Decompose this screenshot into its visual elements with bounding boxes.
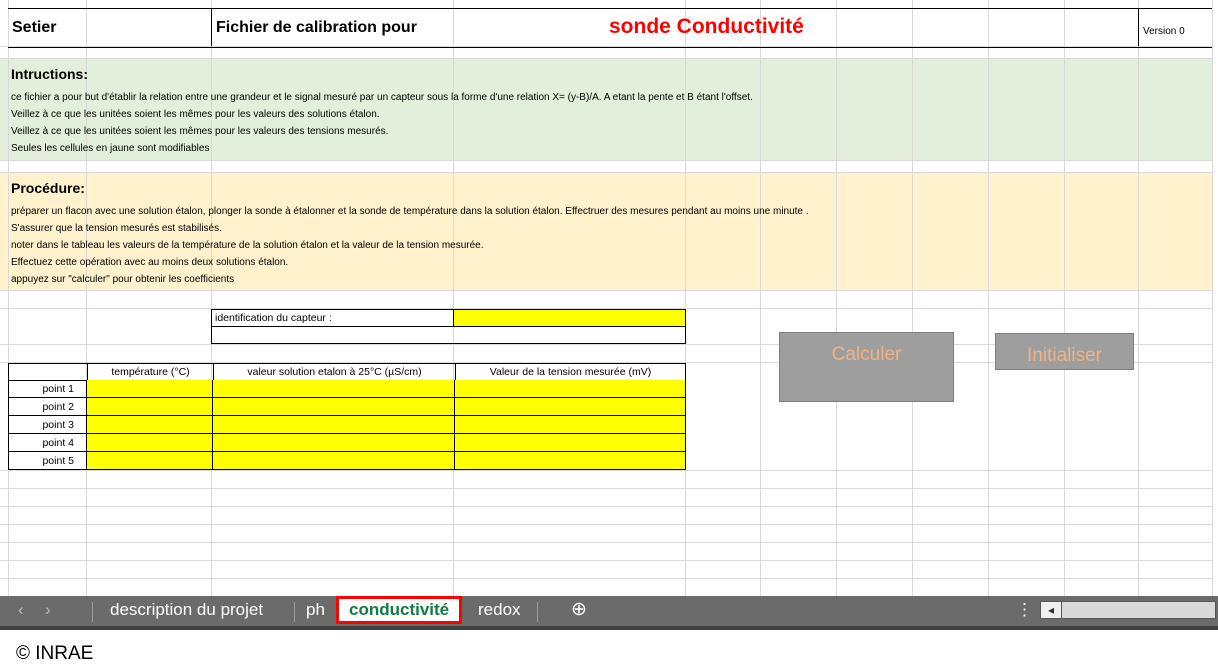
procedure-line[interactable]: préparer un flacon avec une solution étalon, plonger la sonde à étalonner et la sonde de température dans la solution étalon. Effectruer des mesures pendant au moins une minute . bbox=[11, 206, 809, 217]
instructions-line[interactable]: Veillez à ce que les unitées soient les mêmes pour les valeurs des tensions mesurés. bbox=[11, 126, 389, 137]
table-header-standard[interactable] bbox=[213, 364, 455, 380]
table-header bbox=[8, 363, 686, 381]
tab-ph[interactable]: ph bbox=[306, 600, 325, 619]
table-header-temperature-text: température (°C) bbox=[111, 366, 190, 378]
add-sheet-icon[interactable]: ⊕ bbox=[571, 599, 587, 620]
row-label[interactable] bbox=[8, 380, 87, 398]
table-header-standard-text: valeur solution etalon à 25°C (µS/cm) bbox=[247, 366, 422, 378]
voltage-input[interactable] bbox=[454, 380, 686, 398]
table-row bbox=[8, 452, 686, 470]
sensor-id-input[interactable] bbox=[453, 309, 686, 327]
tab-separator bbox=[537, 602, 538, 622]
grid-row-line bbox=[0, 470, 1212, 471]
grid-column-line bbox=[1212, 0, 1213, 596]
instructions-line[interactable]: Veillez à ce que les unitées soient les mêmes pour les valeurs des solutions étalon. bbox=[11, 109, 380, 120]
grid-row-line bbox=[0, 542, 1212, 543]
table-header-temperature[interactable] bbox=[87, 364, 213, 380]
table-header-blank[interactable] bbox=[9, 364, 87, 380]
row-label-text: point 1 bbox=[42, 382, 74, 395]
row-label-text: point 3 bbox=[42, 418, 74, 431]
temperature-input[interactable] bbox=[86, 380, 213, 398]
grid-row-line bbox=[0, 560, 1212, 561]
copyright-footer: © INRAE bbox=[16, 643, 94, 664]
grid-row-line bbox=[0, 58, 1212, 59]
procedure-heading: Procédure: bbox=[11, 180, 85, 196]
initialiser-button[interactable] bbox=[995, 333, 1134, 370]
voltage-input[interactable] bbox=[454, 434, 686, 452]
temperature-input[interactable] bbox=[86, 434, 213, 452]
tab-scroll-next-icon[interactable]: › bbox=[45, 600, 51, 619]
voltage-input[interactable] bbox=[454, 452, 686, 470]
header-border bbox=[8, 8, 1212, 48]
scrollbar-left-button[interactable] bbox=[1041, 602, 1062, 618]
sensor-id-label-text: identification du capteur : bbox=[215, 312, 332, 324]
scroll-left-icon: ◂ bbox=[1047, 603, 1055, 617]
standard-value-input[interactable] bbox=[212, 452, 455, 470]
grid-row-line bbox=[0, 524, 1212, 525]
table-row bbox=[8, 398, 686, 416]
row-label-text: point 2 bbox=[42, 400, 74, 413]
horizontal-scrollbar[interactable] bbox=[1040, 601, 1216, 619]
header-sep bbox=[211, 8, 212, 46]
row-label[interactable] bbox=[8, 416, 87, 434]
header-cell-a[interactable]: Setier bbox=[12, 19, 57, 36]
calculer-button[interactable] bbox=[779, 332, 954, 402]
voltage-input[interactable] bbox=[454, 416, 686, 434]
sheet-tab-bar bbox=[0, 596, 1218, 630]
grid-row-line bbox=[0, 506, 1212, 507]
temperature-input[interactable] bbox=[86, 416, 213, 434]
tab-bar-bottom-strip bbox=[0, 626, 1218, 630]
row-label[interactable] bbox=[8, 398, 87, 416]
temperature-input[interactable] bbox=[86, 452, 213, 470]
initialiser-button-label: Initialiser bbox=[1027, 345, 1102, 366]
tab-conductivite-label: conductivité bbox=[349, 600, 450, 619]
instructions-heading: Intructions: bbox=[11, 66, 88, 82]
sensor-title[interactable]: sonde Conductivité bbox=[609, 15, 804, 38]
procedure-line[interactable]: S'assurer que la tension mesurés est stabilisés. bbox=[11, 223, 222, 234]
voltage-input[interactable] bbox=[454, 398, 686, 416]
tab-redox[interactable]: redox bbox=[478, 600, 521, 619]
tab-separator bbox=[92, 602, 93, 622]
tab-scroll-prev-icon[interactable]: ‹ bbox=[18, 600, 24, 619]
table-row bbox=[8, 380, 686, 398]
header-sep bbox=[1138, 8, 1139, 46]
table-row bbox=[8, 434, 686, 452]
standard-value-input[interactable] bbox=[212, 398, 455, 416]
calculer-button-label: Calculer bbox=[831, 344, 902, 365]
sheet-options-icon[interactable]: ⋮ bbox=[1016, 600, 1033, 619]
row-label-text: point 5 bbox=[42, 454, 74, 467]
instructions-line[interactable]: Seules les cellules en jaune sont modifiables bbox=[11, 143, 210, 154]
instructions-line[interactable]: ce fichier a pour but d'établir la relation entre une grandeur et le signal mesuré par un capteur sous la forme d'une relation X= (y-B)/A. A etant la pente et B étant l'offset. bbox=[11, 92, 753, 103]
temperature-input[interactable] bbox=[86, 398, 213, 416]
standard-value-input[interactable] bbox=[212, 416, 455, 434]
sensor-id-label[interactable] bbox=[211, 309, 454, 327]
tab-description-du-projet[interactable]: description du projet bbox=[110, 600, 264, 619]
standard-value-input[interactable] bbox=[212, 434, 455, 452]
row-label-text: point 4 bbox=[42, 436, 74, 449]
procedure-line[interactable]: noter dans le tableau les valeurs de la température de la solution étalon et la valeur de la tension mesurée. bbox=[11, 240, 484, 251]
procedure-line[interactable]: Effectuez cette opération avec au moins deux solutions étalon. bbox=[11, 257, 289, 268]
grid-row-line bbox=[0, 172, 1212, 173]
grid-row-line bbox=[0, 290, 1212, 291]
standard-value-input[interactable] bbox=[212, 380, 455, 398]
table-header-voltage-text: Valeur de la tension mesurée (mV) bbox=[489, 366, 652, 378]
row-label[interactable] bbox=[8, 452, 87, 470]
table-header-voltage[interactable] bbox=[455, 364, 685, 380]
version-label[interactable]: Version 0 bbox=[1143, 26, 1185, 37]
grid-row-line bbox=[0, 160, 1212, 161]
tab-conductivite[interactable] bbox=[336, 596, 462, 624]
grid-row-line bbox=[0, 578, 1212, 579]
table-row bbox=[8, 416, 686, 434]
grid-row-line bbox=[0, 488, 1212, 489]
procedure-line[interactable]: appuyez sur "calculer" pour obtenir les coefficients bbox=[11, 274, 235, 285]
tab-separator bbox=[294, 602, 295, 622]
file-title[interactable]: Fichier de calibration pour bbox=[216, 19, 417, 36]
sensor-id-extra[interactable] bbox=[211, 326, 686, 344]
row-label[interactable] bbox=[8, 434, 87, 452]
